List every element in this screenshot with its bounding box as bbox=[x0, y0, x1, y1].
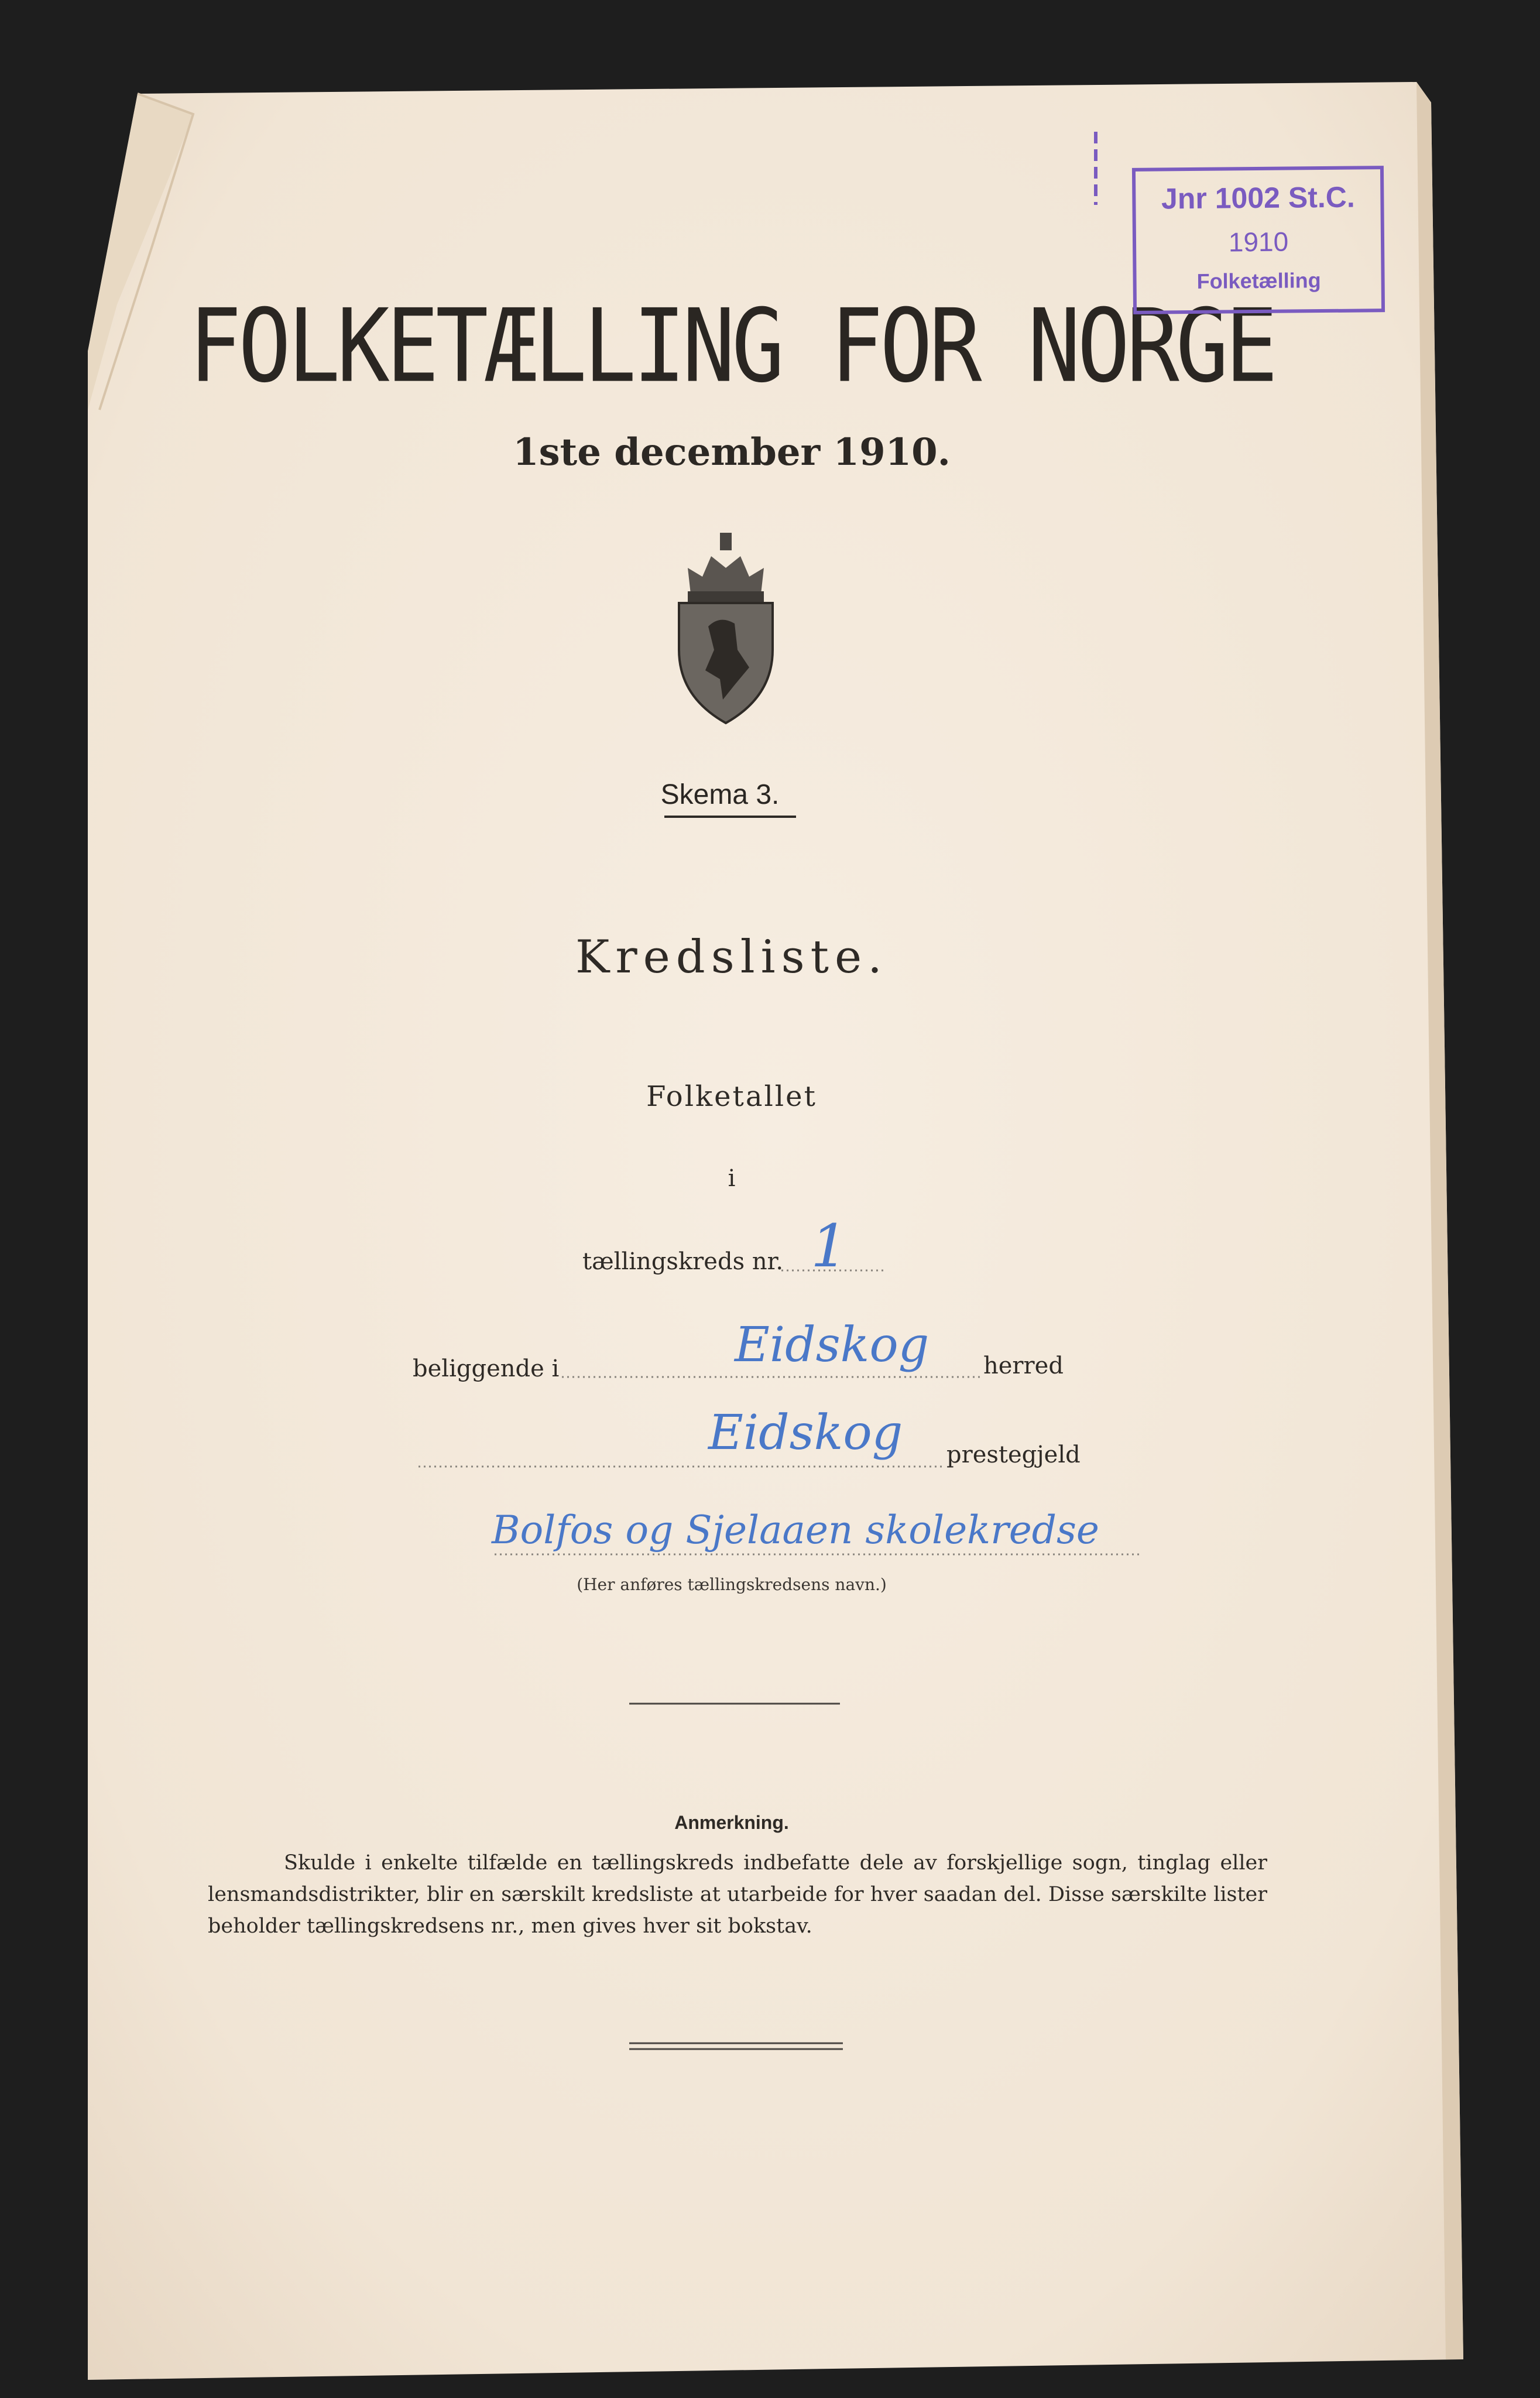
prestegjeld-value: Eidskog bbox=[708, 1405, 903, 1461]
located-label: beliggende i bbox=[413, 1355, 560, 1382]
circuit-name-hint: (Her anføres tællingskredsens navn.) bbox=[577, 1575, 887, 1594]
remark-text bbox=[208, 1847, 1267, 1942]
circuit-label: tællingskreds nr. bbox=[582, 1248, 784, 1275]
archive-stamp bbox=[1132, 166, 1385, 314]
stamp-line-2: 1910 bbox=[1228, 226, 1289, 258]
paper-sheet bbox=[88, 82, 1463, 2380]
document-date: 1ste december 1910. bbox=[513, 430, 951, 474]
herred-value: Eidskog bbox=[735, 1317, 930, 1373]
circuit-number: 1 bbox=[811, 1212, 848, 1280]
document-subheading: Folketallet bbox=[646, 1080, 817, 1113]
herred-label: herred bbox=[983, 1352, 1064, 1379]
prestegjeld-label: prestegjeld bbox=[946, 1441, 1081, 1468]
schema-label: Skema 3. bbox=[660, 779, 780, 810]
stamp-line-1: Jnr 1002 St.C. bbox=[1161, 180, 1355, 215]
document-title: FOLKETÆLLING FOR NORGE bbox=[188, 287, 1275, 406]
remark-body: Skulde i enkelte tilfælde en tællingskreds indbefatte dele av forskjellige sogn, tinglag eller lensmandsdistrikter, blir en særskilt kredsliste at utarbeide for hver saadan del. Disse særskilte lister beholder tællingskredsens nr., men gives hver sit bokstav. bbox=[208, 1851, 1267, 1938]
connector-word: i bbox=[728, 1165, 736, 1192]
circuit-name-value: Bolfos og Sjelaaen skolekredse bbox=[492, 1508, 1099, 1553]
remark-title: Anmerkning. bbox=[674, 1812, 789, 1833]
document-heading: Kredsliste. bbox=[575, 931, 888, 984]
stamp-line-3: Folketælling bbox=[1196, 268, 1321, 293]
